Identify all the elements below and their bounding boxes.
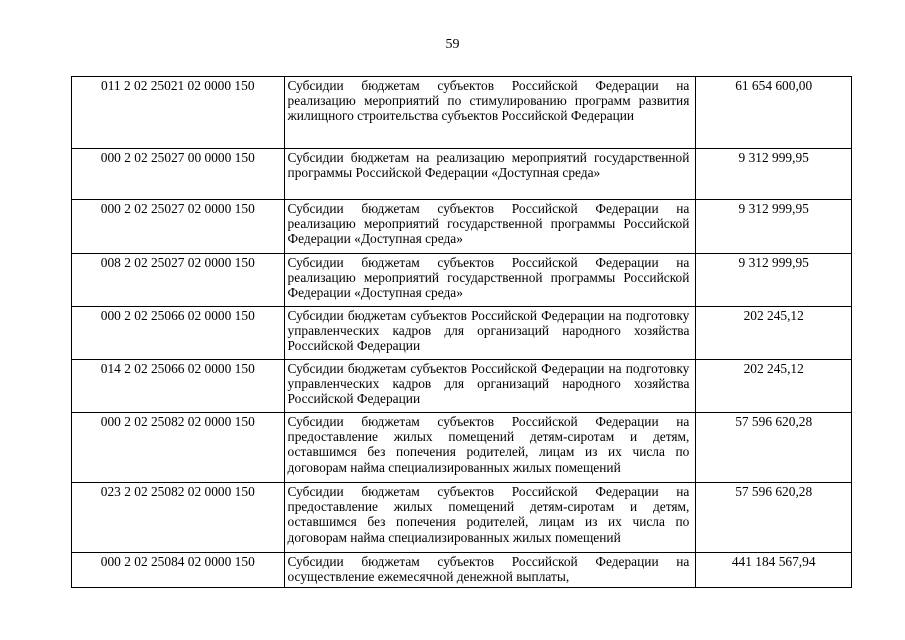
table-row bbox=[72, 483, 852, 553]
page-number: 59 bbox=[445, 37, 460, 52]
budget-classification-code: 000 2 02 25066 02 0000 150 bbox=[72, 307, 285, 360]
budget-classification-code: 014 2 02 25066 02 0000 150 bbox=[72, 360, 285, 413]
revenue-description: Субсидии бюджетам субъектов Российской Федерации на предоставление жилых помещений детям-сиротам и детям, оставшимся без попечения родителей, лицам из их числа по договорам найма специализированных жилых помещений bbox=[284, 413, 696, 483]
budget-revenue-table bbox=[71, 76, 852, 588]
table-row bbox=[72, 307, 852, 360]
revenue-amount: 57 596 620,28 bbox=[696, 483, 852, 553]
revenue-description: Субсидии бюджетам на реализацию мероприятий государственной программы Российской Федерации «Доступная среда» bbox=[284, 149, 696, 200]
revenue-amount: 57 596 620,28 bbox=[696, 413, 852, 483]
revenue-amount: 9 312 999,95 bbox=[696, 254, 852, 307]
table-row bbox=[72, 360, 852, 413]
revenue-amount: 202 245,12 bbox=[696, 360, 852, 413]
budget-classification-code: 000 2 02 25082 02 0000 150 bbox=[72, 413, 285, 483]
budget-classification-code: 023 2 02 25082 02 0000 150 bbox=[72, 483, 285, 553]
revenue-description: Субсидии бюджетам субъектов Российской Федерации на реализацию мероприятий по стимулированию программ развития жилищного строительства субъектов Российской Федерации bbox=[284, 77, 696, 149]
revenue-amount: 61 654 600,00 bbox=[696, 77, 852, 149]
revenue-amount: 202 245,12 bbox=[696, 307, 852, 360]
table-row bbox=[72, 254, 852, 307]
budget-classification-code: 000 2 02 25084 02 0000 150 bbox=[72, 553, 285, 588]
revenue-description: Субсидии бюджетам субъектов Российской Федерации на осуществление ежемесячной денежной выплаты, bbox=[284, 553, 696, 588]
revenue-description: Субсидии бюджетам субъектов Российской Федерации на подготовку управленческих кадров для организаций народного хозяйства Российской Федерации bbox=[284, 307, 696, 360]
budget-classification-code: 011 2 02 25021 02 0000 150 bbox=[72, 77, 285, 149]
revenue-description: Субсидии бюджетам субъектов Российской Федерации на реализацию мероприятий государственной программы Российской Федерации «Доступная среда» bbox=[284, 200, 696, 254]
revenue-description: Субсидии бюджетам субъектов Российской Федерации на подготовку управленческих кадров для организаций народного хозяйства Российской Федерации bbox=[284, 360, 696, 413]
revenue-description: Субсидии бюджетам субъектов Российской Федерации на реализацию мероприятий государственной программы Российской Федерации «Доступная среда» bbox=[284, 254, 696, 307]
table-row bbox=[72, 200, 852, 254]
budget-classification-code: 008 2 02 25027 02 0000 150 bbox=[72, 254, 285, 307]
table-row bbox=[72, 553, 852, 588]
revenue-description: Субсидии бюджетам субъектов Российской Федерации на предоставление жилых помещений детям-сиротам и детям, оставшимся без попечения родителей, лицам из их числа по договорам найма специализированных жилых помещений bbox=[284, 483, 696, 553]
budget-classification-code: 000 2 02 25027 00 0000 150 bbox=[72, 149, 285, 200]
table-row bbox=[72, 149, 852, 200]
table-row bbox=[72, 413, 852, 483]
table-row bbox=[72, 77, 852, 149]
revenue-amount: 9 312 999,95 bbox=[696, 200, 852, 254]
revenue-amount: 9 312 999,95 bbox=[696, 149, 852, 200]
revenue-amount: 441 184 567,94 bbox=[696, 553, 852, 588]
budget-classification-code: 000 2 02 25027 02 0000 150 bbox=[72, 200, 285, 254]
